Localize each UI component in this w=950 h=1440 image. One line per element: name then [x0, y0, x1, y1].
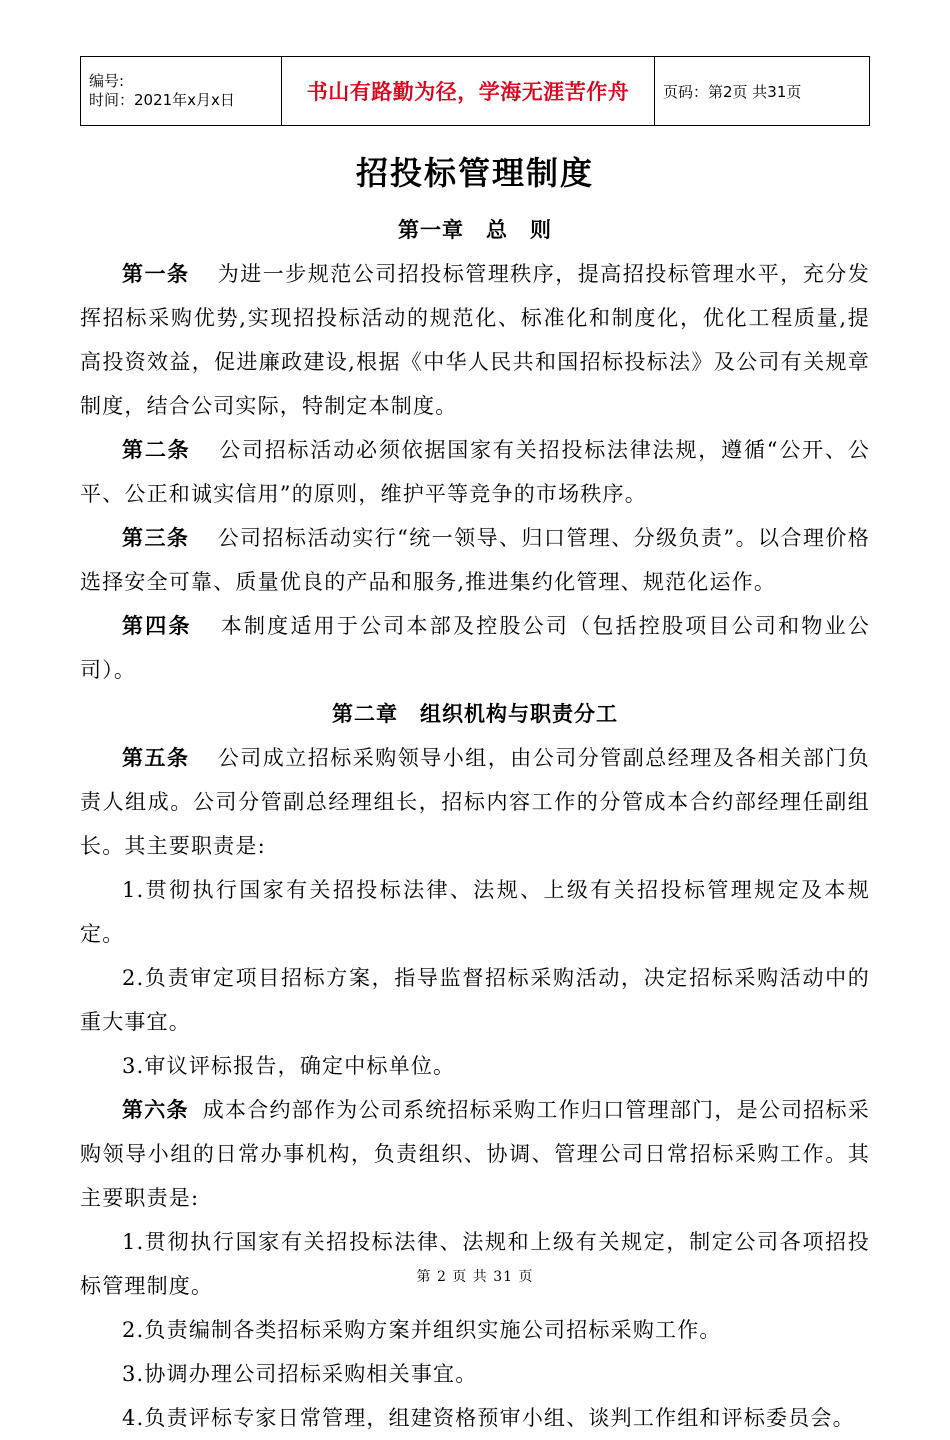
document-body: [80, 208, 870, 1440]
article-6-item-2: 2.负责编制各类招标采购方案并组织实施公司招标采购工作。: [122, 1318, 722, 1342]
article-2-text: 公司招标活动必须依据国家有关招投标法律法规，遵循“公开、公平、公正和诚实信用”的原则，维护平等竞争的市场秩序。: [80, 438, 870, 506]
article-5: [80, 736, 870, 868]
page-footer: 第 2 页 共 31 页: [416, 1269, 534, 1285]
article-3-text: 公司招标活动实行“统一领导、归口管理、分级负责”。以合理价格选择安全可靠、质量优良的产品和服务,推进集约化管理、规范化运作。: [80, 526, 870, 594]
article-5-item-3: 3.审议评标报告，确定中标单位。: [122, 1054, 456, 1078]
header-page-info: 页码：第2页 共31页: [655, 57, 870, 126]
article-5-label: 第五条: [122, 745, 190, 770]
chapter-2-title: 组织机构与职责分工: [420, 701, 618, 726]
chapter-1-heading: [80, 208, 870, 252]
chapter-2-heading: [80, 692, 870, 736]
article-1: [80, 252, 870, 428]
chapter-1-number: 第一章: [398, 217, 464, 242]
article-5-item-1: 1.贯彻执行国家有关招投标法律、法规、上级有关招投标管理规定及本规定。: [80, 878, 870, 946]
article-4-label: 第四条: [122, 613, 192, 638]
header-table: [80, 56, 870, 126]
article-6-item-3: 3.协调办理公司招标采购相关事宜。: [122, 1362, 478, 1386]
article-1-text: 为进一步规范公司招投标管理秩序，提高招投标管理水平，充分发挥招标采购优势,实现招投标活动的规范化、标准化和制度化，优化工程质量,提高投资效益，促进廉政建设,根据《中华人民共和国招标投标法》及公司有关规章制度，结合公司实际，特制定本制度。: [80, 262, 870, 418]
article-6-item-4: 4.负责评标专家日常管理，组建资格预审小组、谈判工作组和评标委员会。: [122, 1406, 855, 1430]
article-2-label: 第二条: [122, 437, 191, 462]
document-time-label: 时间：2021年x月x日: [89, 91, 235, 109]
article-2: [80, 428, 870, 516]
chapter-1-title-part1: 总: [486, 217, 508, 242]
article-4: [80, 604, 870, 692]
article-5-item-2: 2.负责审定项目招标方案，指导监督招标采购活动，决定招标采购活动中的重大事宜。: [80, 966, 870, 1034]
chapter-2-number: 第二章: [332, 701, 398, 726]
chapter-1-title-part2: 则: [530, 217, 552, 242]
article-1-label: 第一条: [122, 261, 190, 286]
article-6: [80, 1088, 870, 1220]
header-meta-cell: [81, 57, 282, 126]
document-title: 招投标管理制度: [355, 154, 594, 192]
document-number-label: 编号:: [89, 72, 125, 90]
article-4-text: 本制度适用于公司本部及控股公司（包括控股项目公司和物业公司）。: [80, 614, 870, 682]
article-3: [80, 516, 870, 604]
article-5-text: 公司成立招标采购领导小组，由公司分管副总经理及各相关部门负责人组成。公司分管副总经理组长，招标内容工作的分管成本合约部经理任副组长。其主要职责是:: [80, 746, 870, 858]
article-6-label: 第六条: [122, 1097, 189, 1122]
article-3-label: 第三条: [122, 525, 190, 550]
article-6-text: 成本合约部作为公司系统招标采购工作归口管理部门，是公司招标采购领导小组的日常办事机构，负责组织、协调、管理公司日常招标采购工作。其主要职责是:: [80, 1098, 870, 1210]
header-motto: 书山有路勤为径，学海无涯苦作舟: [282, 57, 655, 126]
article-6-item-1: 1.贯彻执行国家有关招投标法律、法规和上级有关规定，制定公司各项招投标管理制度。: [80, 1230, 870, 1298]
